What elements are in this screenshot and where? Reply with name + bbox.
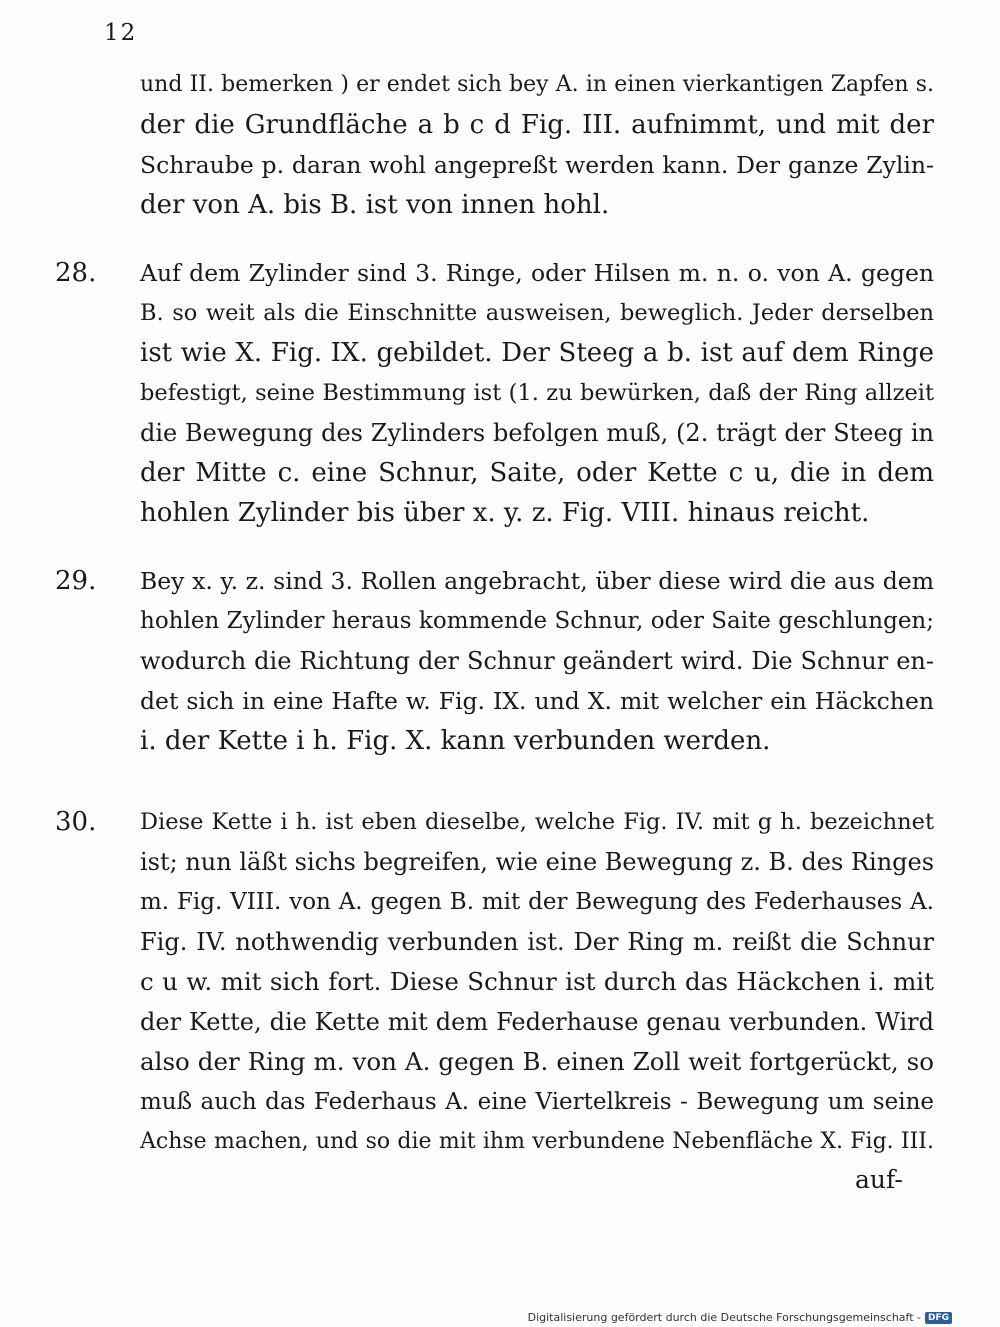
text-line: muß auch das Federhaus A. eine Viertelkreis - Bewegung um seine [140,1089,934,1115]
page-number: 12 [104,20,138,46]
paragraph-number: 29. [55,566,97,596]
text-line: ist; nun läßt sichs begreifen, wie eine Bewegung z. B. des Ringes [140,848,935,876]
text-line: hohlen Zylinder bis über x. y. z. Fig. VIII. hinaus reicht. [140,498,870,528]
dfg-logo-icon: DFG [925,1312,952,1324]
paragraph-number: 30. [55,807,97,837]
text-line: Achse machen, und so die mit ihm verbundene Nebenfläche X. Fig. III. [140,1129,934,1154]
paragraph-number: 28. [55,258,97,288]
text-line: B. so weit als die Einschnitte ausweisen, beweglich. Jeder derselben [140,300,934,326]
text-line: wodurch die Richtung der Schnur geändert wird. Die Schnur en- [140,647,934,675]
text-line: die Bewegung des Zylinders befolgen muß, (2. trägt der Steeg in [140,419,934,447]
text-line: hohlen Zylinder heraus kommende Schnur, oder Saite geschlungen; [140,608,934,634]
text-line: c u w. mit sich fort. Diese Schnur ist durch das Häckchen i. mit [140,967,934,996]
footer-text: Digitalisierung gefördert durch die Deutsche Forschungsgemeinschaft - [527,1311,921,1324]
text-line: der von A. bis B. ist von innen hohl. [140,190,610,220]
text-line: det sich in eine Hafte w. Fig. IX. und X. mit welcher ein Häckchen [140,687,934,715]
text-line: ist wie X. Fig. IX. gebildet. Der Steeg a b. ist auf dem Ringe [140,338,934,368]
text-line: Auf dem Zylinder sind 3. Ringe, oder Hilsen m. n. o. von A. gegen [140,259,934,287]
digitization-footer [528,1311,952,1324]
catchword: auf- [855,1165,903,1194]
text-line: Diese Kette i h. ist eben dieselbe, welche Fig. IV. mit g h. bezeichnet [140,809,934,835]
text-line: der Kette, die Kette mit dem Federhause genau verbunden. Wird [140,1008,934,1036]
text-line: und II. bemerken ) er endet sich bey A. in einen vierkantigen Zapfen s. [140,72,934,97]
text-line: also der Ring m. von A. gegen B. einen Zoll weit fortgerückt, so [140,1047,934,1076]
text-line: der Mitte c. eine Schnur, Saite, oder Kette c u, die in dem [140,458,934,488]
text-line: i. der Kette i h. Fig. X. kann verbunden werden. [140,726,771,756]
text-line: m. Fig. VIII. von A. gegen B. mit der Bewegung des Federhauses A. [140,889,934,915]
text-line: Fig. IV. nothwendig verbunden ist. Der Ring m. reißt die Schnur [140,928,934,956]
text-line: der die Grundfläche a b c d Fig. III. aufnimmt, und mit der [140,110,934,140]
text-line: befestigt, seine Bestimmung ist (1. zu bewürken, daß der Ring allzeit [140,380,934,406]
text-line: Bey x. y. z. sind 3. Rollen angebracht, über diese wird die aus dem [140,567,934,595]
text-line: Schraube p. daran wohl angepreßt werden kann. Der ganze Zylin- [140,151,934,179]
